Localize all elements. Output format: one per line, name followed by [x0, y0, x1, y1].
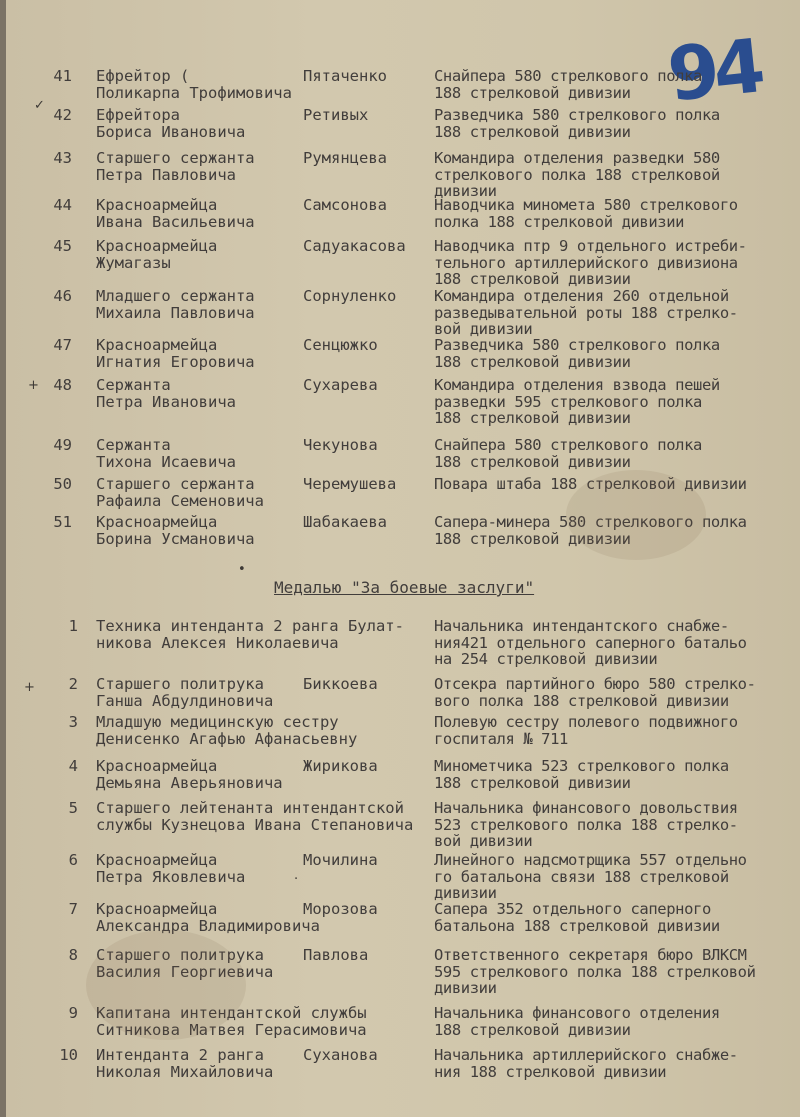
surname: Садуакасова [303, 237, 406, 255]
entry-number: 9 [68, 1004, 78, 1022]
position-description: Начальника финансового отделения 188 стрелковой дивизии [434, 1004, 720, 1039]
margin-mark: + [24, 680, 35, 695]
rank-and-name: Красноармейца Александра Владимировича [96, 900, 320, 935]
rank-and-name: Старшего лейтенанта интендантской службы Кузнецова Ивана Степановича [96, 799, 414, 834]
rank-and-name: Красноармейца Петра Яковлевича [96, 851, 246, 886]
rank-and-name: Старшего сержанта Петра Павловича [96, 149, 255, 184]
section-heading: Медалью "За боевые заслуги" [274, 578, 535, 597]
surname: Морозова [303, 900, 378, 918]
surname: Пятаченко [303, 67, 387, 85]
surname: Мочилина [303, 851, 378, 869]
entry-number: 42 [53, 106, 72, 124]
position-description: Сапера 352 отдельного саперного батальона 188 стрелковой дивизии [434, 900, 720, 935]
surname: Ретивых [303, 106, 369, 124]
rank-and-name: Младшую медицинскую сестру Денисенко Агафью Афанасьевну [96, 713, 358, 748]
entry-number: 1 [68, 617, 78, 635]
position-description: Отсекра партийного бюро 580 стрелко- вого полка 188 стрелковой дивизии [434, 675, 756, 710]
position-description: Командира отделения взвода пешей разведки 595 стрелкового полка 188 стрелковой дивизии [434, 376, 720, 427]
entry-number: 50 [53, 475, 72, 493]
surname: Павлова [303, 946, 369, 964]
surname: Румянцева [303, 149, 387, 167]
margin-mark: • [238, 562, 246, 577]
entry-number: 8 [68, 946, 78, 964]
position-description: Наводчика миномета 580 стрелкового полка 188 стрелковой дивизии [434, 196, 738, 231]
rank-and-name: Капитана интендантской службы Ситникова Матвея Герасимовича [96, 1004, 367, 1039]
position-description: Линейного надсмотрщика 557 отдельно го батальона связи 188 стрелковой дивизии [434, 851, 747, 902]
position-description: Начальника финансового довольствия 523 стрелкового полка 188 стрелко- вой дивизии [434, 799, 738, 850]
position-description: Минометчика 523 стрелкового полка 188 стрелковой дивизии [434, 757, 729, 792]
rank-and-name: Интенданта 2 ранга Николая Михайловича [96, 1046, 274, 1081]
surname: Сухарева [303, 376, 378, 394]
entry-number: 41 [53, 67, 72, 85]
rank-and-name: Красноармейца Жумагазы [96, 237, 218, 272]
position-description: Начальника интендантского снабже- ния421 отдельного саперного батальо на 254 стрелковой дивизии [434, 617, 747, 668]
entry-number: 45 [53, 237, 72, 255]
surname: Чекунова [303, 436, 378, 454]
entry-number: 49 [53, 436, 72, 454]
rank-and-name: Красноармейца Борина Усмановича [96, 513, 255, 548]
entry-number: 44 [53, 196, 72, 214]
entry-number: 6 [68, 851, 78, 869]
surname: Сорнуленко [303, 287, 397, 305]
paper-stain [566, 470, 706, 560]
margin-mark: + [28, 378, 39, 393]
rank-and-name: Старшего сержанта Рафаила Семеновича [96, 475, 264, 510]
rank-and-name: Ефрейтор ( Поликарпа Трофимовича [96, 67, 292, 102]
entry-number: 10 [59, 1046, 78, 1064]
position-description: Полевую сестру полевого подвижного госпиталя № 711 [434, 713, 738, 748]
entry-number: 47 [53, 336, 72, 354]
rank-and-name: Красноармейца Игнатия Егоровича [96, 336, 255, 371]
entry-number: 3 [68, 713, 78, 731]
surname: Шабакаева [303, 513, 387, 531]
position-description: Разведчика 580 стрелкового полка 188 стрелковой дивизии [434, 106, 720, 141]
margin-mark: ✓ [34, 98, 45, 113]
position-description: Командира отделения 260 отдельной разведывательной роты 188 стрелко- вой дивизии [434, 287, 738, 338]
entry-number: 7 [68, 900, 78, 918]
surname: Самсонова [303, 196, 387, 214]
entry-number: 48 [53, 376, 72, 394]
position-description: Наводчика птр 9 отдельного истреби- тельного артиллерийского дивизиона 188 стрелковой дивизии [434, 237, 747, 288]
surname: Сенцюжко [303, 336, 378, 354]
rank-and-name: Ефрейтора Бориса Ивановича [96, 106, 246, 141]
entry-number: 43 [53, 149, 72, 167]
rank-and-name: Сержанта Петра Ивановича [96, 376, 236, 411]
paper-stain [86, 930, 246, 1040]
entry-number: 4 [68, 757, 78, 775]
surname: Жирикова [303, 757, 378, 775]
position-description: Сапера-минера 580 стрелкового полка 188 стрелковой дивизии [434, 513, 747, 548]
position-description: Снайпера 580 стрелкового полка 188 стрелковой дивизии [434, 67, 702, 102]
position-description: Разведчика 580 стрелкового полка 188 стрелковой дивизии [434, 336, 720, 371]
rank-and-name: Старшего политрука Ганша Абдулдиновича [96, 675, 274, 710]
entry-number: 5 [68, 799, 78, 817]
handwritten-page-number: 94 [663, 23, 764, 119]
entry-number: 46 [53, 287, 72, 305]
rank-and-name: Красноармейца Демьяна Аверьяновича [96, 757, 283, 792]
rank-and-name: Старшего политрука Василия Георгиевича [96, 946, 274, 981]
surname: Суханова [303, 1046, 378, 1064]
position-description: Повара штаба 188 стрелковой дивизии [434, 475, 747, 493]
rank-and-name: Младшего сержанта Михаила Павловича [96, 287, 255, 322]
rank-and-name: Сержанта Тихона Исаевича [96, 436, 236, 471]
margin-mark: · [294, 872, 299, 887]
rank-and-name: Техника интенданта 2 ранга Булат- никова Алексея Николаевича [96, 617, 404, 652]
surname: Биккоева [303, 675, 378, 693]
rank-and-name: Красноармейца Ивана Васильевича [96, 196, 255, 231]
position-description: Командира отделения разведки 580 стрелкового полка 188 стрелковой дивизии [434, 149, 720, 200]
position-description: Снайпера 580 стрелкового полка 188 стрелковой дивизии [434, 436, 702, 471]
entry-number: 2 [68, 675, 78, 693]
position-description: Ответственного секретаря бюро ВЛКСМ 595 стрелкового полка 188 стрелковой дивизии [434, 946, 756, 997]
position-description: Начальника артиллерийского снабже- ния 188 стрелковой дивизии [434, 1046, 738, 1081]
entry-number: 51 [53, 513, 72, 531]
surname: Черемушева [303, 475, 397, 493]
